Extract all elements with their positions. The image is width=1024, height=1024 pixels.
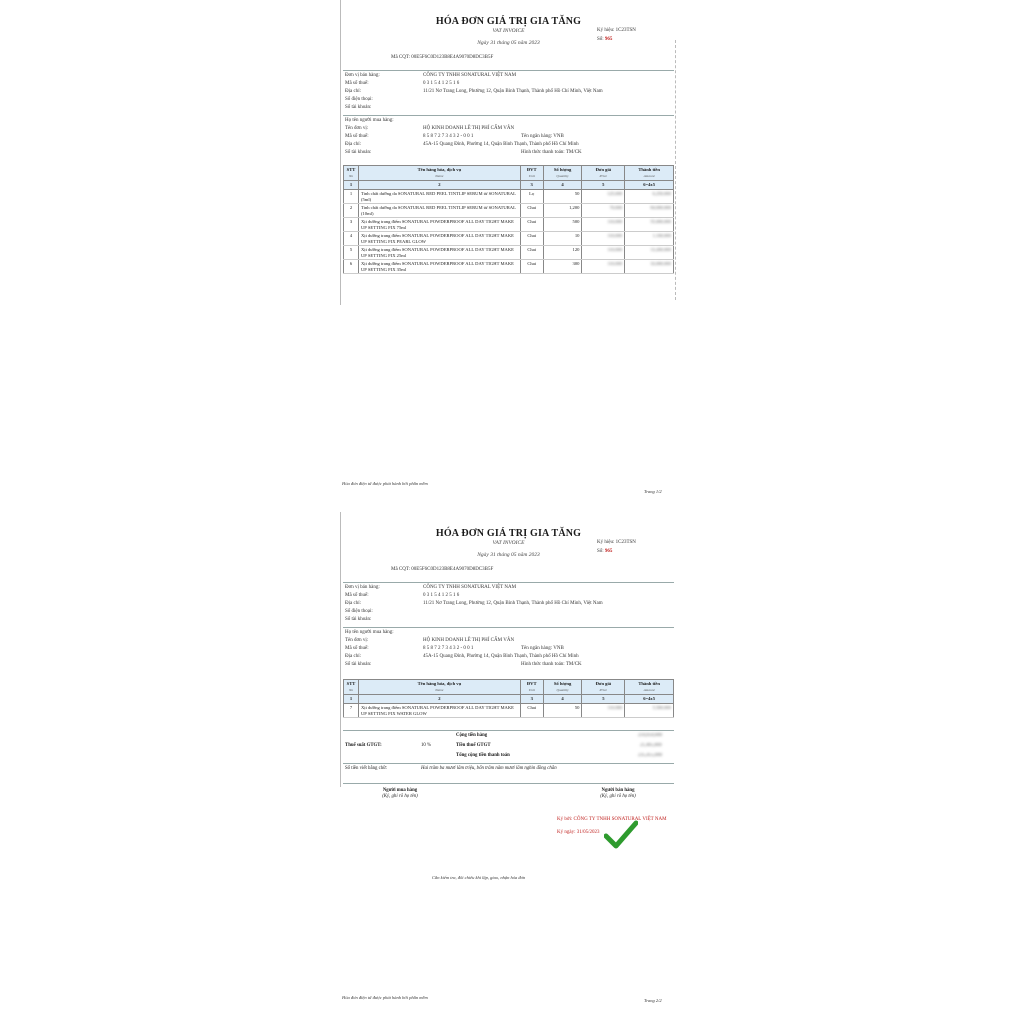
page-2-number: Trang 2/2: [644, 998, 662, 1003]
vat-value: 21,405,000: [640, 743, 662, 748]
divider: [343, 70, 674, 71]
buyer-label: Họ tên người mua hàng:: [345, 630, 394, 635]
items-table-page-1: [343, 165, 674, 274]
row-price: 110,000: [582, 704, 625, 718]
seller-phone-label: Số điện thoại:: [345, 609, 373, 614]
signed-by: Ký bởi: CÔNG TY TNHH SONATURAL VIỆT NAM: [557, 817, 667, 822]
row-name: Xịt dưỡng trang điểm SONATURAL POWDERPROOF ALL DAY TIGHT MAKE UP SETTING FIX 25ml: [358, 246, 520, 260]
table-row: [344, 232, 674, 246]
buyer-tax-label: Mã số thuế:: [345, 646, 369, 651]
row-unit: Chai: [520, 260, 543, 274]
total-label: Tổng cộng tiền thanh toán: [456, 753, 510, 758]
table-index-row: 1 2 3 4 5 6=4x5: [344, 181, 674, 190]
row-unit: Chai: [520, 232, 543, 246]
row-name: Tinh chất dưỡng da SONATURAL RED PEEL TINTLIP SERUM từ SONATURAL (5ml): [358, 190, 520, 204]
amount-in-words-label: Số tiền viết bằng chữ:: [345, 766, 388, 771]
row-amount: 33,000,000: [625, 260, 674, 274]
row-unit: Chai: [520, 218, 543, 232]
seller-phone-label: Số điện thoại:: [345, 97, 373, 102]
table-row: [344, 260, 674, 274]
seller-name-label: Đơn vị bán hàng:: [345, 73, 380, 78]
invoice-number-label: Số:: [597, 37, 604, 42]
col-no: STT No: [344, 166, 359, 181]
row-amount: 84,000,000: [625, 204, 674, 218]
payment-method: Hình thức thanh toán: TM/CK: [521, 662, 582, 667]
buyer-unit-label: Tên đơn vị:: [345, 126, 369, 131]
row-amount: 1,100,000: [625, 232, 674, 246]
invoice-symbol: Ký hiệu: 1C23TSN: [597, 540, 636, 545]
buyer-signature-block: [360, 788, 440, 800]
row-qty: 10: [543, 232, 582, 246]
tax-authority-code: Mã CQT: 00E5F6C0D123B8E4A9070D8DC3B5F: [391, 55, 494, 60]
invoice-number-row: [597, 37, 612, 44]
row-qty: 50: [543, 704, 582, 718]
table-row: [344, 204, 674, 218]
seller-addr-label: Địa chỉ:: [345, 601, 361, 606]
buyer-unit: HỘ KINH DOANH LÊ THỊ PHÍ CẨM VÂN: [423, 638, 515, 643]
table-header-row: [344, 166, 674, 181]
row-amount: 5,500,000: [625, 704, 674, 718]
row-price: 70,000: [582, 204, 625, 218]
row-price: 125,000: [582, 190, 625, 204]
row-qty: 1,200: [543, 204, 582, 218]
row-amount: 6,250,000: [625, 190, 674, 204]
col-unit: ĐVT Unit: [520, 166, 543, 181]
row-no: 7: [344, 704, 359, 718]
subtotal-label: Cộng tiền hàng: [456, 733, 488, 738]
row-amount: 13,200,000: [625, 246, 674, 260]
seller-tax-label: Mã số thuế:: [345, 81, 369, 86]
tax-authority-code: Mã CQT: 00E5F6C0D123B8E4A9070D8DC3B5F: [391, 567, 494, 572]
invoice-subtitle: VAT INVOICE: [492, 540, 525, 546]
row-qty: 50: [543, 190, 582, 204]
row-no: 3: [344, 218, 359, 232]
seller-signature-block: [578, 788, 658, 800]
row-amount: 55,000,000: [625, 218, 674, 232]
row-unit: Chai: [520, 204, 543, 218]
seller-tax: 0 3 1 5 4 1 2 5 1 6: [423, 81, 460, 86]
invoice-date: Ngày 31 tháng 05 năm 2023: [477, 40, 540, 46]
row-price: 110,000: [582, 232, 625, 246]
divider: [343, 783, 674, 784]
col-qty: Số lượng Quantity: [543, 166, 582, 181]
invoice-number-label: Số:: [597, 549, 604, 554]
row-no: 4: [344, 232, 359, 246]
vat-rate: 10 %: [421, 743, 431, 748]
row-name: Xịt dưỡng trang điểm SONATURAL POWDERPROOF ALL DAY TIGHT MAKE UP SETTING FIX PEARL GLOW: [358, 232, 520, 246]
seller-tax: 0 3 1 5 4 1 2 5 1 6: [423, 593, 460, 598]
seller-addr: 11/21 Nơ Trang Long, Phường 12, Quận Bình Thạnh, Thành phố Hồ Chí Minh, Việt Nam: [423, 601, 603, 606]
col-name: Tên hàng hóa, dịch vụ Name: [358, 166, 520, 181]
buyer-label: Họ tên người mua hàng:: [345, 118, 394, 123]
divider: [343, 730, 674, 731]
invoice-date: Ngày 31 tháng 05 năm 2023: [477, 552, 540, 558]
buyer-addr: 45A-15 Quang Đình, Phường 14, Quận Bình Thạnh, Thành phố Hồ Chí Minh: [423, 654, 579, 659]
table-row: [344, 218, 674, 232]
buyer-addr-label: Địa chỉ:: [345, 142, 361, 147]
divider: [343, 763, 674, 764]
row-no: 6: [344, 260, 359, 274]
col-amount: Thành tiền Amount: [625, 166, 674, 181]
table-index-row: 1 2 3 4 5 6=4x5: [344, 695, 674, 704]
seller-addr-label: Địa chỉ:: [345, 89, 361, 94]
invoice-title: HÓA ĐƠN GIÁ TRỊ GIA TĂNG: [435, 528, 582, 539]
row-unit: Lọ: [520, 190, 543, 204]
row-price: 110,000: [582, 260, 625, 274]
invoice-page-1: [340, 0, 676, 305]
row-no: 2: [344, 204, 359, 218]
row-unit: Chai: [520, 704, 543, 718]
table-row: [344, 246, 674, 260]
seller-name-label: Đơn vị bán hàng:: [345, 585, 380, 590]
buyer-addr-label: Địa chỉ:: [345, 654, 361, 659]
buyer-account-label: Số tài khoản:: [345, 150, 372, 155]
table-row: [344, 704, 674, 718]
row-name: Xịt dưỡng trang điểm SONATURAL POWDERPROOF ALL DAY TIGHT MAKE UP SETTING FIX WATER GLOW: [358, 704, 520, 718]
page-1-footer-note: Hóa đơn điện tử được phát hành bởi phần mềm: [342, 481, 428, 486]
buyer-unit-label: Tên đơn vị:: [345, 638, 369, 643]
buyer-sign-sub: (Ký, ghi rõ họ tên): [382, 794, 418, 799]
row-qty: 500: [543, 218, 582, 232]
table-header-row: STT No Tên hàng hóa, dịch vụ Name ĐVT Unit Số lượng Quantity Đơn giá Price Thành tiền Amount: [344, 680, 674, 695]
vat-label: Tiền thuế GTGT: [456, 743, 491, 748]
row-qty: 120: [543, 246, 582, 260]
page-1-number: Trang 1/2: [644, 489, 662, 494]
buyer-tax: 8 5 8 7 2 7 3 4 3 2 - 0 0 1: [423, 646, 474, 651]
total-value: 235,455,000: [638, 753, 662, 758]
seller-addr: 11/21 Nơ Trang Long, Phường 12, Quận Bình Thạnh, Thành phố Hồ Chí Minh, Việt Nam: [423, 89, 603, 94]
buyer-unit: HỘ KINH DOANH LÊ THỊ PHÍ CẨM VÂN: [423, 126, 515, 131]
page-2-footer-note: Hóa đơn điện tử được phát hành bởi phần mềm: [342, 995, 428, 1000]
buyer-addr: 45A-15 Quang Đình, Phường 14, Quận Bình Thạnh, Thành phố Hồ Chí Minh: [423, 142, 579, 147]
buyer-account-label: Số tài khoản:: [345, 662, 372, 667]
signed-date: Ký ngày: 31/05/2023: [557, 830, 600, 835]
seller-sign-title: Người bán hàng: [601, 788, 635, 793]
row-name: Xịt dưỡng trang điểm SONATURAL POWDERPROOF ALL DAY TIGHT MAKE UP SETTING FIX 75ml: [358, 218, 520, 232]
payment-method: Hình thức thanh toán: TM/CK: [521, 150, 582, 155]
page-edge: [673, 40, 676, 300]
lookup-note: Cần kiểm tra, đối chiếu khi lập, giao, nhận hóa đơn: [432, 875, 526, 880]
check-icon: [604, 820, 638, 850]
row-unit: Chai: [520, 246, 543, 260]
invoice-number-row: [597, 549, 612, 556]
invoice-subtitle: VAT INVOICE: [492, 28, 525, 34]
invoice-symbol: Ký hiệu: 1C23TSN: [597, 28, 636, 33]
row-name: Tinh chất dưỡng da SONATURAL RED PEEL TINTLIP SERUM từ SONATURAL (10ml): [358, 204, 520, 218]
seller-account-label: Số tài khoản:: [345, 617, 372, 622]
seller-tax-label: Mã số thuế:: [345, 593, 369, 598]
divider: [343, 627, 674, 628]
invoice-page-2: [340, 512, 676, 787]
divider: [343, 582, 674, 583]
divider: [343, 115, 674, 116]
seller-account-label: Số tài khoản:: [345, 105, 372, 110]
row-price: 110,000: [582, 246, 625, 260]
seller-name: CÔNG TY TNHH SONATURAL VIỆT NAM: [423, 585, 517, 590]
subtotal-value: 214,050,000: [638, 733, 662, 738]
row-no: 1: [344, 190, 359, 204]
col-price: Đơn giá Price: [582, 166, 625, 181]
table-row: [344, 190, 674, 204]
buyer-sign-title: Người mua hàng: [382, 788, 418, 793]
vat-rate-label: Thuế suất GTGT:: [345, 743, 382, 748]
invoice-number: 965: [604, 549, 613, 554]
row-price: 110,000: [582, 218, 625, 232]
row-name: Xịt dưỡng trang điểm SONATURAL POWDERPROOF ALL DAY TIGHT MAKE UP SETTING FIX 35ml: [358, 260, 520, 274]
amount-in-words: Hai trăm ba mươi lăm triệu, bốn trăm năm mươi lăm nghìn đồng chẵn: [421, 766, 557, 771]
bank-line: Tên ngân hàng: VNB: [521, 134, 564, 139]
items-table-page-2: [343, 679, 674, 718]
invoice-number: 965: [604, 37, 613, 42]
bank-line: Tên ngân hàng: VNB: [521, 646, 564, 651]
buyer-tax: 8 5 8 7 2 7 3 4 3 2 - 0 0 1: [423, 134, 474, 139]
row-no: 5: [344, 246, 359, 260]
row-qty: 300: [543, 260, 582, 274]
seller-sign-sub: (Ký, ghi rõ họ tên): [600, 794, 636, 799]
seller-name: CÔNG TY TNHH SONATURAL VIỆT NAM: [423, 73, 517, 78]
buyer-tax-label: Mã số thuế:: [345, 134, 369, 139]
invoice-title: HÓA ĐƠN GIÁ TRỊ GIA TĂNG: [435, 16, 582, 27]
